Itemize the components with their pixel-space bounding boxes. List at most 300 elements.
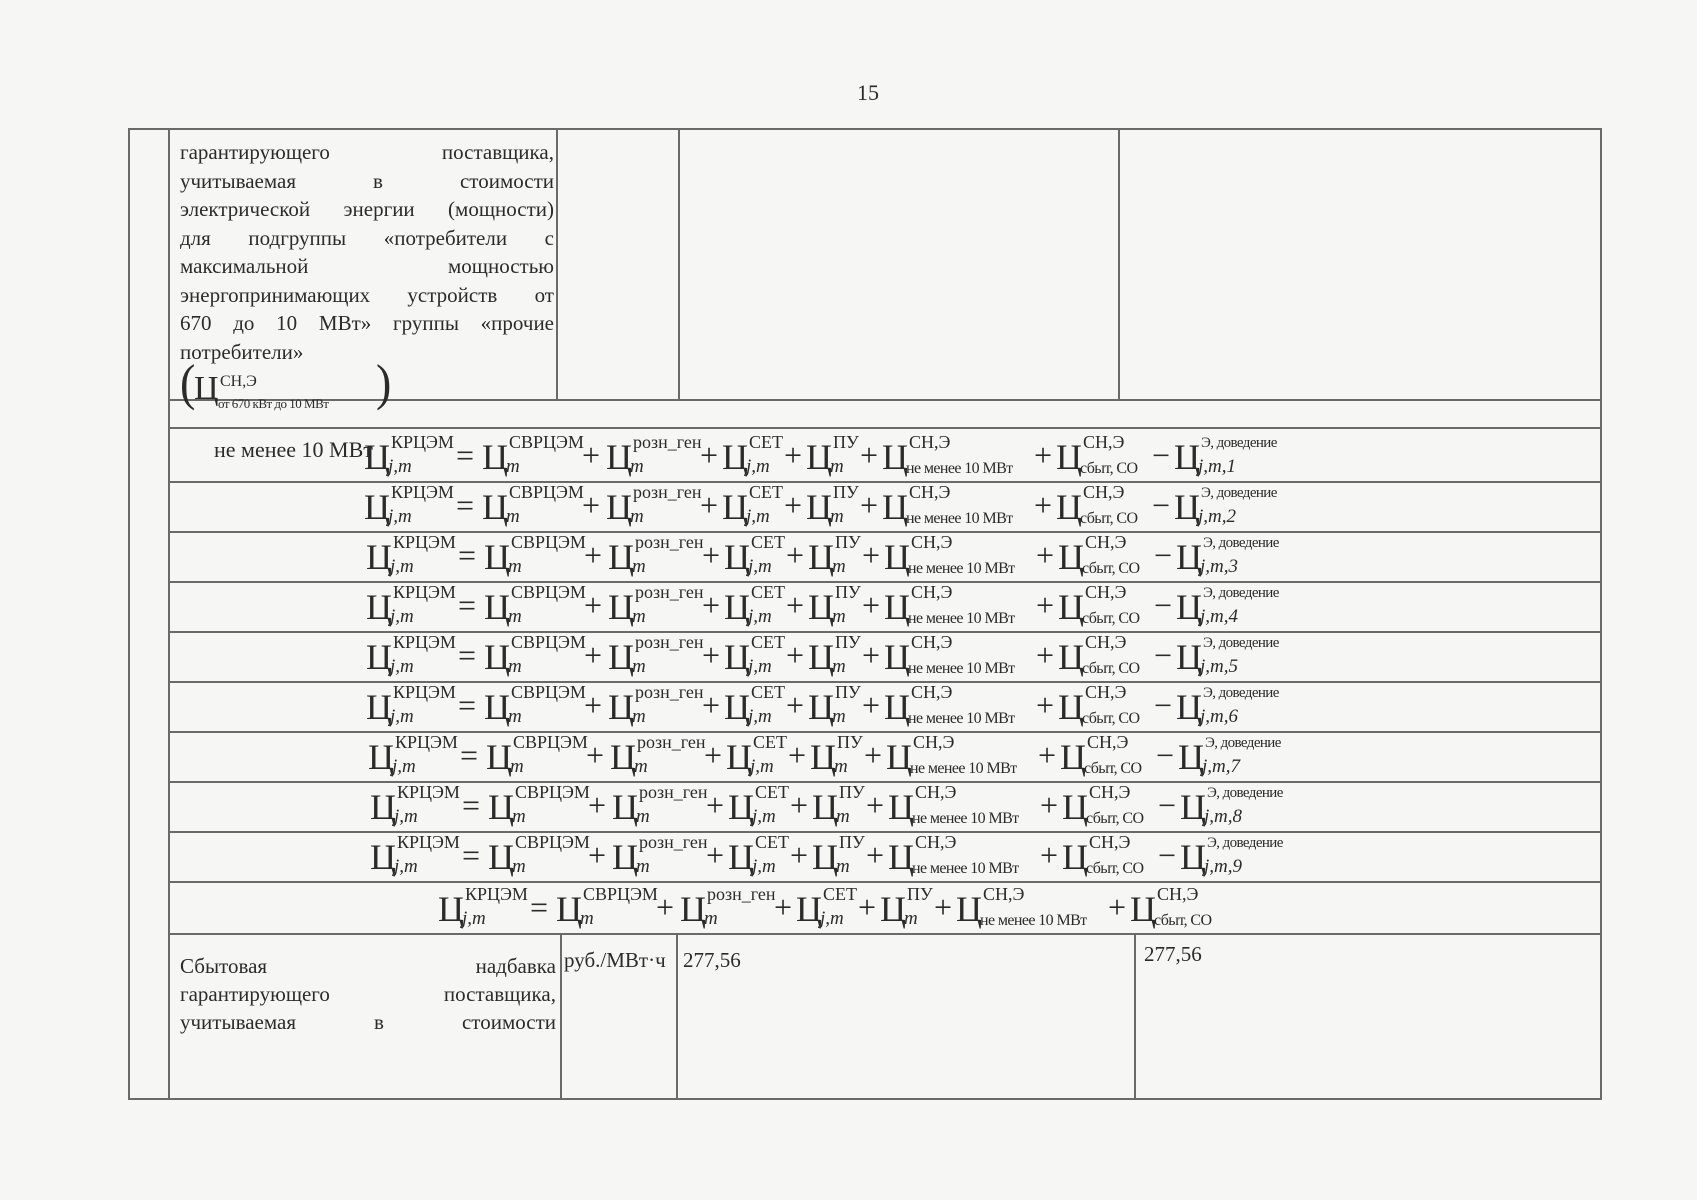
term-subscript: j,m bbox=[388, 456, 412, 477]
term-base: Ц bbox=[726, 737, 752, 777]
term-base: Ц bbox=[1174, 437, 1200, 477]
formula-row-10 bbox=[170, 883, 1604, 937]
term-subscript: сбыт, СО bbox=[1080, 510, 1138, 527]
term-superscript: КРЦЭМ bbox=[397, 832, 460, 852]
term-superscript: КРЦЭМ bbox=[393, 682, 456, 702]
operator: − bbox=[1154, 537, 1173, 573]
term-subscript: не менее 10 МВт bbox=[908, 660, 1015, 677]
term-superscript: СН,Э bbox=[913, 732, 955, 752]
operator: + bbox=[1034, 437, 1053, 473]
term-subscript: сбыт, СО bbox=[1082, 710, 1140, 727]
term-base: Ц bbox=[956, 889, 982, 929]
term-superscript: Э, доведение bbox=[1203, 585, 1279, 601]
term-subscript: j,m,2 bbox=[1198, 506, 1236, 527]
operator: − bbox=[1154, 587, 1173, 623]
operator: − bbox=[1152, 487, 1171, 523]
term-superscript: СВРЦЭМ bbox=[509, 482, 584, 502]
term-subscript: не менее 10 МВт bbox=[912, 860, 1019, 877]
term-superscript: СН,Э bbox=[1085, 532, 1127, 552]
formula-row-4 bbox=[170, 581, 1604, 635]
term-base: Ц bbox=[608, 587, 634, 627]
symbol-sub: от 670 кВт до 10 МВт bbox=[218, 396, 329, 411]
term-superscript: СЕТ bbox=[755, 782, 789, 802]
term-subscript: m bbox=[832, 656, 846, 677]
term-subscript: j,m,7 bbox=[1202, 756, 1240, 777]
term-base: Ц bbox=[1056, 487, 1082, 527]
term-base: Ц bbox=[1130, 889, 1156, 929]
term-base: Ц bbox=[364, 487, 390, 527]
operator: + bbox=[584, 687, 603, 723]
term-subscript: сбыт, СО bbox=[1080, 460, 1138, 477]
operator: + bbox=[582, 487, 601, 523]
term-superscript: СЕТ bbox=[751, 682, 785, 702]
term-superscript: СН,Э bbox=[911, 532, 953, 552]
term-base: Ц bbox=[728, 837, 754, 877]
term-subscript: m bbox=[634, 756, 648, 777]
operator: + bbox=[1108, 889, 1127, 925]
formula-row-7 bbox=[170, 731, 1604, 785]
operator: + bbox=[1038, 737, 1057, 773]
term-subscript: j,m bbox=[390, 656, 414, 677]
term-superscript: СН,Э bbox=[915, 832, 957, 852]
operator: + bbox=[866, 837, 885, 873]
term-base: Ц bbox=[1062, 837, 1088, 877]
term-superscript: розн_ген bbox=[639, 782, 708, 802]
term-superscript: ПУ bbox=[837, 732, 863, 752]
term-superscript: КРЦЭМ bbox=[395, 732, 458, 752]
operator: + bbox=[700, 437, 719, 473]
term-base: Ц bbox=[482, 487, 508, 527]
operator: + bbox=[860, 437, 879, 473]
operator: = bbox=[456, 487, 475, 523]
term-base: Ц bbox=[882, 487, 908, 527]
operator: + bbox=[584, 587, 603, 623]
term-subscript: m bbox=[632, 656, 646, 677]
operator: = bbox=[458, 637, 477, 673]
term-superscript: ПУ bbox=[835, 632, 861, 652]
operator: − bbox=[1156, 737, 1175, 773]
operator: + bbox=[656, 889, 675, 925]
operator: + bbox=[702, 537, 721, 573]
term-superscript: розн_ген bbox=[633, 482, 702, 502]
operator: = bbox=[456, 437, 475, 473]
term-base: Ц bbox=[486, 737, 512, 777]
term-subscript: j,m bbox=[746, 506, 770, 527]
term-subscript: j,m bbox=[746, 456, 770, 477]
subheading: не менее 10 МВт bbox=[214, 437, 373, 462]
symbol-sup: СН,Э bbox=[220, 373, 257, 390]
term-superscript: розн_ген bbox=[635, 582, 704, 602]
term-base: Ц bbox=[808, 587, 834, 627]
term-subscript: j,m bbox=[388, 506, 412, 527]
operator: + bbox=[862, 687, 881, 723]
operator: = bbox=[458, 537, 477, 573]
term-base: Ц bbox=[1180, 837, 1206, 877]
term-subscript: m bbox=[508, 606, 522, 627]
term-superscript: СВРЦЭМ bbox=[509, 432, 584, 452]
operator: + bbox=[1036, 537, 1055, 573]
operator: + bbox=[702, 687, 721, 723]
term-subscript: j,m bbox=[394, 856, 418, 877]
term-subscript: j,m bbox=[748, 706, 772, 727]
term-base: Ц bbox=[484, 587, 510, 627]
term-subscript: m bbox=[636, 856, 650, 877]
term-superscript: КРЦЭМ bbox=[391, 482, 454, 502]
term-base: Ц bbox=[1058, 687, 1084, 727]
operator: − bbox=[1158, 787, 1177, 823]
term-base: Ц bbox=[1056, 437, 1082, 477]
operator: + bbox=[1036, 687, 1055, 723]
term-subscript: сбыт, СО bbox=[1082, 560, 1140, 577]
term-superscript: КРЦЭМ bbox=[465, 884, 528, 904]
open-paren: ( bbox=[180, 354, 196, 411]
term-subscript: m bbox=[512, 856, 526, 877]
desc-line: потребители» bbox=[180, 339, 304, 364]
term-base: Ц bbox=[728, 787, 754, 827]
term-subscript: m bbox=[830, 456, 844, 477]
term-superscript: СЕТ bbox=[753, 732, 787, 752]
term-subscript: j,m,5 bbox=[1200, 656, 1238, 677]
term-base: Ц bbox=[488, 787, 514, 827]
term-base: Ц bbox=[808, 687, 834, 727]
term-base: Ц bbox=[808, 637, 834, 677]
term-superscript: ПУ bbox=[839, 782, 865, 802]
term-base: Ц bbox=[1062, 787, 1088, 827]
tariff-table bbox=[128, 128, 1602, 1100]
operator: + bbox=[582, 437, 601, 473]
operator: + bbox=[788, 737, 807, 773]
term-base: Ц bbox=[370, 837, 396, 877]
term-superscript: Э, доведение bbox=[1201, 485, 1277, 501]
term-base: Ц bbox=[884, 537, 910, 577]
term-subscript: m bbox=[836, 806, 850, 827]
term-base: Ц bbox=[366, 637, 392, 677]
term-superscript: СВРЦЭМ bbox=[511, 582, 586, 602]
term-subscript: j,m,1 bbox=[1198, 456, 1236, 477]
operator: + bbox=[774, 889, 793, 925]
bottom-desc-line: гарантирующего поставщика, bbox=[180, 982, 556, 1006]
term-superscript: СН,Э bbox=[1083, 432, 1125, 452]
term-subscript: j,m,3 bbox=[1200, 556, 1238, 577]
term-subscript: j,m bbox=[750, 756, 774, 777]
term-superscript: СЕТ bbox=[751, 532, 785, 552]
term-superscript: СН,Э bbox=[1085, 582, 1127, 602]
term-subscript: m bbox=[704, 908, 718, 929]
term-subscript: не менее 10 МВт bbox=[908, 710, 1015, 727]
operator: = bbox=[462, 837, 481, 873]
term-subscript: сбыт, СО bbox=[1086, 810, 1144, 827]
term-base: Ц bbox=[484, 687, 510, 727]
operator: + bbox=[790, 787, 809, 823]
term-subscript: не менее 10 МВт bbox=[980, 912, 1087, 929]
term-base: Ц bbox=[1058, 637, 1084, 677]
operator: + bbox=[860, 487, 879, 523]
term-subscript: не менее 10 МВт bbox=[908, 560, 1015, 577]
term-base: Ц bbox=[886, 737, 912, 777]
term-base: Ц bbox=[1176, 537, 1202, 577]
term-subscript: j,m bbox=[392, 756, 416, 777]
operator: + bbox=[702, 587, 721, 623]
term-superscript: СЕТ bbox=[755, 832, 789, 852]
term-subscript: сбыт, СО bbox=[1084, 760, 1142, 777]
value-cell-1: 277,56 bbox=[683, 948, 741, 972]
term-superscript: ПУ bbox=[835, 582, 861, 602]
term-subscript: не менее 10 МВт bbox=[908, 610, 1015, 627]
column-rule-1 bbox=[556, 130, 558, 400]
top-description-cell bbox=[180, 138, 554, 416]
term-base: Ц bbox=[884, 637, 910, 677]
operator: + bbox=[858, 889, 877, 925]
term-subscript: сбыт, СО bbox=[1086, 860, 1144, 877]
term-superscript: СЕТ bbox=[749, 482, 783, 502]
term-superscript: СН,Э bbox=[1087, 732, 1129, 752]
operator: + bbox=[862, 637, 881, 673]
term-subscript: j,m bbox=[820, 908, 844, 929]
operator: + bbox=[706, 837, 725, 873]
operator: + bbox=[1036, 637, 1055, 673]
operator: + bbox=[1040, 837, 1059, 873]
term-base: Ц bbox=[484, 537, 510, 577]
operator: = bbox=[530, 889, 549, 925]
term-subscript: m bbox=[632, 556, 646, 577]
term-subscript: j,m,8 bbox=[1204, 806, 1242, 827]
formula-row-5 bbox=[170, 631, 1604, 685]
operator: + bbox=[786, 537, 805, 573]
desc-line: электрической энергии (мощности) bbox=[180, 197, 554, 221]
operator: + bbox=[1034, 487, 1053, 523]
term-base: Ц bbox=[806, 437, 832, 477]
operator: + bbox=[790, 837, 809, 873]
desc-line: для подгруппы «потребители с bbox=[180, 225, 554, 250]
term-superscript: СВРЦЭМ bbox=[511, 532, 586, 552]
term-base: Ц bbox=[1058, 587, 1084, 627]
term-base: Ц bbox=[608, 687, 634, 727]
formula-row-1 bbox=[170, 431, 1604, 485]
term-superscript: СН,Э bbox=[909, 482, 951, 502]
term-base: Ц bbox=[722, 487, 748, 527]
term-base: Ц bbox=[556, 889, 582, 929]
operator: + bbox=[702, 637, 721, 673]
term-base: Ц bbox=[608, 537, 634, 577]
operator: + bbox=[862, 587, 881, 623]
term-superscript: СН,Э bbox=[1083, 482, 1125, 502]
operator: + bbox=[934, 889, 953, 925]
term-subscript: m bbox=[830, 506, 844, 527]
price-symbol bbox=[180, 354, 554, 416]
operator: + bbox=[584, 537, 603, 573]
term-subscript: j,m bbox=[390, 556, 414, 577]
operator: + bbox=[588, 837, 607, 873]
term-superscript: Э, доведение bbox=[1207, 835, 1283, 851]
operator: − bbox=[1152, 437, 1171, 473]
term-subscript: m bbox=[508, 706, 522, 727]
operator: + bbox=[1040, 787, 1059, 823]
close-paren: ) bbox=[376, 354, 392, 411]
operator: + bbox=[586, 737, 605, 773]
term-subscript: сбыт, СО bbox=[1082, 610, 1140, 627]
term-base: Ц bbox=[812, 837, 838, 877]
formula-row-6 bbox=[170, 681, 1604, 735]
term-base: Ц bbox=[366, 587, 392, 627]
term-subscript: m bbox=[832, 556, 846, 577]
operator: + bbox=[704, 737, 723, 773]
term-subscript: m bbox=[832, 606, 846, 627]
operator: = bbox=[460, 737, 479, 773]
symbol-base: Ц bbox=[194, 370, 219, 407]
operator: + bbox=[588, 787, 607, 823]
term-subscript: j,m,9 bbox=[1204, 856, 1242, 877]
term-superscript: СН,Э bbox=[1085, 632, 1127, 652]
term-superscript: СВРЦЭМ bbox=[513, 732, 588, 752]
term-subscript: m bbox=[834, 756, 848, 777]
term-base: Ц bbox=[724, 637, 750, 677]
term-base: Ц bbox=[888, 787, 914, 827]
row-rule-subheading bbox=[168, 427, 1602, 429]
column-rule-2 bbox=[678, 130, 680, 400]
term-superscript: СВРЦЭМ bbox=[511, 632, 586, 652]
term-base: Ц bbox=[482, 437, 508, 477]
operator: = bbox=[462, 787, 481, 823]
term-superscript: Э, доведение bbox=[1205, 735, 1281, 751]
term-superscript: КРЦЭМ bbox=[397, 782, 460, 802]
term-subscript: m bbox=[506, 456, 520, 477]
operator: + bbox=[786, 587, 805, 623]
term-superscript: ПУ bbox=[835, 682, 861, 702]
operator: + bbox=[864, 737, 883, 773]
term-subscript: j,m bbox=[748, 606, 772, 627]
desc-line: максимальной мощностью bbox=[180, 254, 554, 278]
term-base: Ц bbox=[606, 437, 632, 477]
formula-row-3 bbox=[170, 531, 1604, 585]
desc-line: энергопринимающих устройств от bbox=[180, 282, 554, 307]
term-superscript: КРЦЭМ bbox=[391, 432, 454, 452]
formula-row-9 bbox=[170, 831, 1604, 885]
term-subscript: j,m bbox=[390, 606, 414, 627]
page-number: 15 bbox=[857, 80, 879, 105]
term-base: Ц bbox=[1176, 687, 1202, 727]
term-superscript: СН,Э bbox=[1089, 782, 1131, 802]
term-subscript: m bbox=[508, 656, 522, 677]
term-base: Ц bbox=[722, 437, 748, 477]
term-superscript: СЕТ bbox=[749, 432, 783, 452]
operator: + bbox=[700, 487, 719, 523]
operator: − bbox=[1154, 637, 1173, 673]
term-superscript: Э, доведение bbox=[1203, 635, 1279, 651]
term-superscript: СЕТ bbox=[751, 582, 785, 602]
term-subscript: j,m bbox=[752, 806, 776, 827]
term-subscript: не менее 10 МВт bbox=[912, 810, 1019, 827]
term-base: Ц bbox=[812, 787, 838, 827]
term-superscript: СЕТ bbox=[751, 632, 785, 652]
term-subscript: j,m bbox=[748, 656, 772, 677]
term-base: Ц bbox=[884, 587, 910, 627]
term-base: Ц bbox=[484, 637, 510, 677]
desc-line: учитываемая в стоимости bbox=[180, 168, 554, 193]
term-base: Ц bbox=[882, 437, 908, 477]
term-superscript: Э, доведение bbox=[1203, 535, 1279, 551]
operator: + bbox=[786, 637, 805, 673]
term-base: Ц bbox=[610, 737, 636, 777]
term-subscript: m bbox=[512, 806, 526, 827]
term-subscript: j,m bbox=[394, 806, 418, 827]
term-superscript: розн_ген bbox=[707, 884, 776, 904]
term-superscript: КРЦЭМ bbox=[393, 582, 456, 602]
desc-line: гарантирующего поставщика, bbox=[180, 140, 554, 164]
term-base: Ц bbox=[366, 687, 392, 727]
column-rule-3 bbox=[1118, 130, 1120, 400]
formula-row-8 bbox=[170, 781, 1604, 835]
term-base: Ц bbox=[1176, 587, 1202, 627]
term-superscript: розн_ген bbox=[635, 632, 704, 652]
term-base: Ц bbox=[366, 537, 392, 577]
term-base: Ц bbox=[606, 487, 632, 527]
term-base: Ц bbox=[368, 737, 394, 777]
bottom-column-rule-2 bbox=[676, 933, 678, 1100]
operator: + bbox=[786, 687, 805, 723]
term-superscript: розн_ген bbox=[635, 682, 704, 702]
term-superscript: СВРЦЭМ bbox=[515, 832, 590, 852]
term-base: Ц bbox=[808, 537, 834, 577]
term-base: Ц bbox=[888, 837, 914, 877]
term-subscript: m bbox=[508, 556, 522, 577]
term-base: Ц bbox=[370, 787, 396, 827]
operator: − bbox=[1154, 687, 1173, 723]
term-base: Ц bbox=[1180, 787, 1206, 827]
operator: = bbox=[458, 587, 477, 623]
term-subscript: сбыт, СО bbox=[1082, 660, 1140, 677]
term-superscript: розн_ген bbox=[637, 732, 706, 752]
term-subscript: сбыт, СО bbox=[1154, 912, 1212, 929]
term-subscript: m bbox=[630, 506, 644, 527]
term-subscript: m bbox=[632, 706, 646, 727]
term-superscript: ПУ bbox=[833, 432, 859, 452]
term-superscript: розн_ген bbox=[633, 432, 702, 452]
term-superscript: СН,Э bbox=[1089, 832, 1131, 852]
term-subscript: m bbox=[904, 908, 918, 929]
term-base: Ц bbox=[880, 889, 906, 929]
term-superscript: СЕТ bbox=[823, 884, 857, 904]
term-superscript: СН,Э bbox=[915, 782, 957, 802]
term-superscript: Э, доведение bbox=[1201, 435, 1277, 451]
term-superscript: СН,Э bbox=[983, 884, 1025, 904]
term-superscript: розн_ген bbox=[635, 532, 704, 552]
term-subscript: m bbox=[636, 806, 650, 827]
term-subscript: m bbox=[506, 506, 520, 527]
term-superscript: СВРЦЭМ bbox=[583, 884, 658, 904]
term-base: Ц bbox=[724, 687, 750, 727]
term-base: Ц bbox=[612, 837, 638, 877]
bottom-column-rule-3 bbox=[1134, 933, 1136, 1100]
term-superscript: КРЦЭМ bbox=[393, 632, 456, 652]
term-base: Ц bbox=[796, 889, 822, 929]
operator: + bbox=[584, 637, 603, 673]
term-base: Ц bbox=[810, 737, 836, 777]
term-superscript: СВРЦЭМ bbox=[511, 682, 586, 702]
term-base: Ц bbox=[612, 787, 638, 827]
operator: = bbox=[458, 687, 477, 723]
term-superscript: СН,Э bbox=[911, 682, 953, 702]
term-subscript: j,m,6 bbox=[1200, 706, 1238, 727]
operator: + bbox=[784, 487, 803, 523]
term-subscript: j,m bbox=[390, 706, 414, 727]
term-superscript: СВРЦЭМ bbox=[515, 782, 590, 802]
term-superscript: СН,Э bbox=[911, 632, 953, 652]
term-base: Ц bbox=[724, 537, 750, 577]
formula-row-2 bbox=[170, 481, 1604, 535]
desc-line: 670 до 10 МВт» группы «прочие bbox=[180, 311, 554, 335]
term-base: Ц bbox=[1060, 737, 1086, 777]
term-subscript: j,m bbox=[752, 856, 776, 877]
